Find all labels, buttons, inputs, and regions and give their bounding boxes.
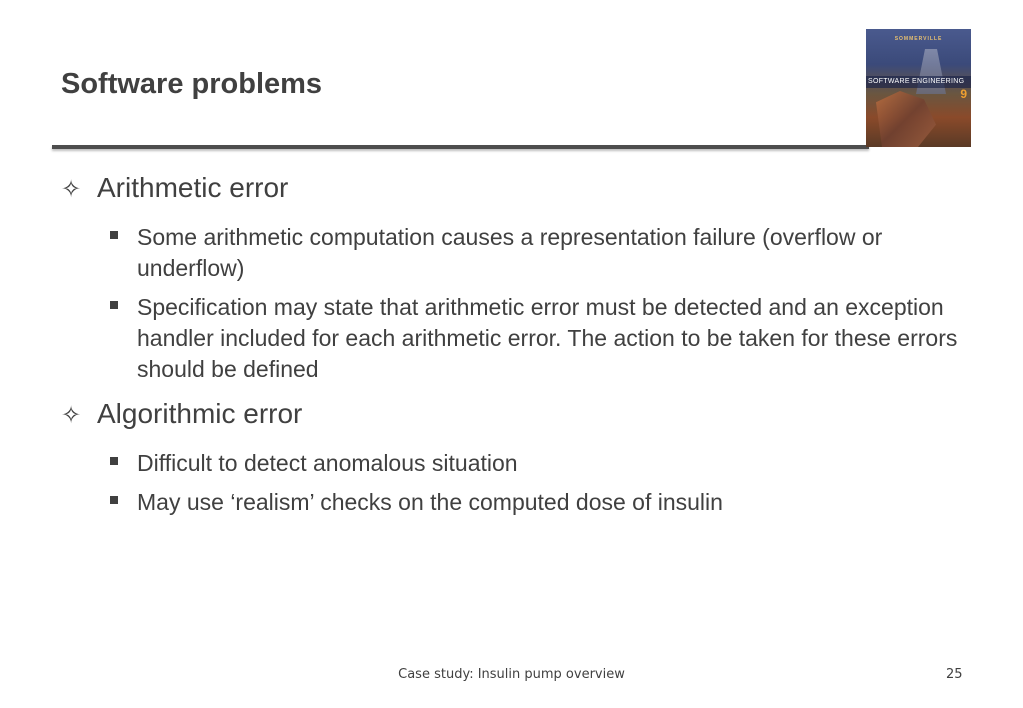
four-point-star-icon: ✧ — [61, 176, 82, 203]
cover-machine-shape — [876, 91, 936, 147]
cover-edition: 9 — [960, 87, 967, 101]
list-item — [110, 292, 970, 385]
slide-title: Software problems — [61, 68, 323, 100]
square-bullet-icon — [110, 457, 118, 465]
square-bullet-icon — [110, 496, 118, 504]
list-item-text: May use ‘realism’ checks on the computed dose of insulin — [137, 489, 723, 515]
cover-book-title: SOFTWARE ENGINEERING — [868, 78, 965, 85]
section-heading-text: Algorithmic error — [97, 398, 303, 429]
list-item — [110, 487, 970, 518]
book-cover-image — [866, 29, 971, 147]
footer-caption: Case study: Insulin pump overview — [398, 667, 625, 682]
list-item — [110, 222, 970, 284]
page-number: 25 — [946, 667, 963, 682]
section-heading-arithmetic — [61, 172, 288, 204]
list-item — [110, 448, 970, 479]
four-point-star-icon: ✧ — [61, 402, 82, 429]
list-item-text: Specification may state that arithmetic error must be detected and an exception handler included for each arithmetic error. The action to be taken for these errors should be defined — [137, 294, 958, 382]
list-item-text: Difficult to detect anomalous situation — [137, 450, 518, 476]
square-bullet-icon — [110, 231, 118, 239]
list-item-text: Some arithmetic computation causes a representation failure (overflow or underflow) — [137, 224, 883, 281]
cover-author: SOMMERVILLE — [894, 36, 943, 42]
section-heading-text: Arithmetic error — [97, 172, 289, 203]
section-heading-algorithmic — [61, 398, 302, 430]
square-bullet-icon — [110, 301, 118, 309]
title-divider — [52, 145, 869, 149]
